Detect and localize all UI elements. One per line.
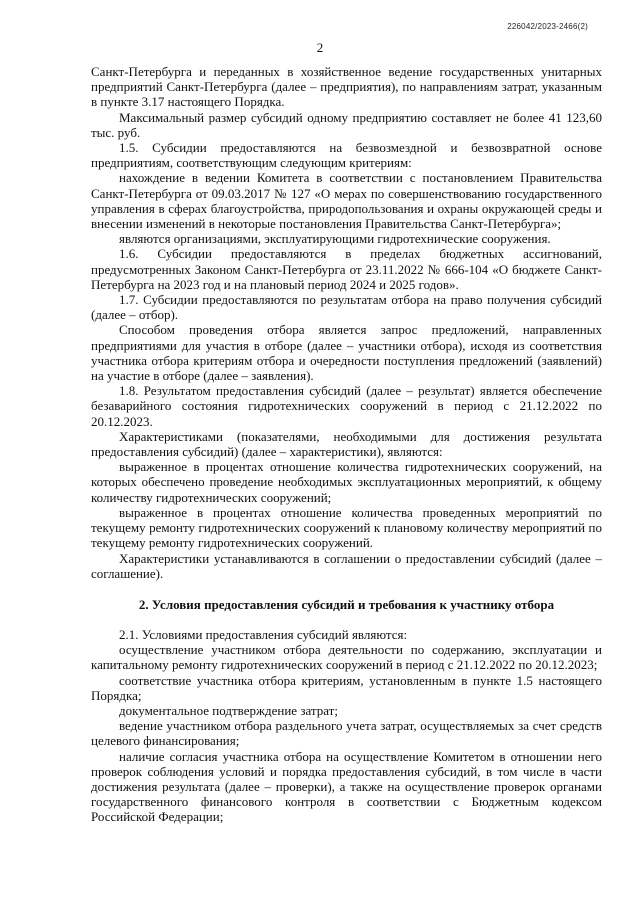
paragraph: нахождение в ведении Комитета в соответствии с постановлением Правительства Санкт-Петербурга от 09.03.2017 № 127 «О мерах по совершенствованию государственного управления в сферах благоустройства, природопользования и охраны окружающей среды и внесении изменений в некоторые постановления Правительства Санкт-Петербурга»; bbox=[91, 170, 602, 232]
section-2-body bbox=[91, 627, 602, 825]
page-number: 2 bbox=[316, 40, 324, 55]
paragraph: Санкт-Петербурга и переданных в хозяйственное ведение государственных унитарных предприятий Санкт-Петербурга (далее – предприятия), по направлениям затрат, указанным в пункте 3.17 настоящего Порядка. bbox=[91, 64, 602, 110]
paragraph: наличие согласия участника отбора на осуществление Комитетом в отношении него проверок соблюдения условий и порядка предоставления субсидий, в том числе в части достижения результата (далее – проверки), а также на осуществление проверок органами государственного финансового контроля в соответствии с Бюджетным кодексом Российской Федерации; bbox=[91, 748, 602, 825]
paragraph: Характеристиками (показателями, необходимыми для достижения результата предоставления субсидий) (далее – характеристики), являются: bbox=[91, 428, 602, 460]
paragraph: 1.8. Результатом предоставления субсидий (далее – результат) является обеспечение безаварийного состояния гидротехнических сооружений в период с 21.12.2022 по 20.12.2023. bbox=[91, 383, 602, 429]
paragraph: 1.7. Субсидии предоставляются по результатам отбора на право получения субсидий (далее – отбор). bbox=[91, 292, 602, 323]
section-1-continuation bbox=[91, 64, 602, 581]
document-number: 226042/2023-2466(2) bbox=[507, 22, 588, 31]
document-body bbox=[91, 64, 602, 825]
paragraph: 1.6. Субсидии предоставляются в пределах бюджетных ассигнований, предусмотренных Законом Санкт-Петербурга от 23.11.2022 № 666-104 «О бюджете Санкт-Петербурга на 2023 год и на плановый период 2024 и 2025 годов». bbox=[91, 246, 602, 292]
paragraph: Характеристики устанавливаются в соглашении о предоставлении субсидий (далее – соглашение). bbox=[91, 550, 602, 581]
paragraph: являются организациями, эксплуатирующими гидротехнические сооружения. bbox=[119, 231, 551, 247]
paragraph: осуществление участником отбора деятельности по содержанию, эксплуатации и капитальному ремонту гидротехнических сооружений в период с 21.12.2022 по 20.12.2023; bbox=[91, 642, 602, 673]
paragraph: соответствие участника отбора критериям, установленным в пункте 1.5 настоящего Порядка; bbox=[91, 672, 602, 703]
paragraph: Максимальный размер субсидий одному предприятию составляет не более 41 123,60 тыс. руб. bbox=[91, 109, 602, 140]
paragraph: 2.1. Условиями предоставления субсидий являются: bbox=[119, 626, 408, 642]
paragraph: 1.5. Субсидии предоставляются на безвозмездной и безвозвратной основе предприятиям, соответствующим следующим критериям: bbox=[91, 140, 602, 171]
paragraph: документальное подтверждение затрат; bbox=[119, 702, 338, 718]
paragraph: Способом проведения отбора является запрос предложений, направленных предприятиями для участия в отборе (далее – участники отбора), исходя из соответствия участника отбора критериям отбора и очередности поступления предложений (заявлений) на участие в отборе (далее – заявления). bbox=[91, 322, 602, 384]
section-heading: 2. Условия предоставления субсидий и требования к участнику отбора bbox=[138, 596, 555, 612]
paragraph: ведение участником отбора раздельного учета затрат, осуществляемых за счет средств целевого финансирования; bbox=[91, 718, 602, 749]
paragraph: выраженное в процентах отношение количества проведенных мероприятий по текущему ремонту гидротехнических сооружений к плановому количеству мероприятий по текущему ремонту гидротехнических сооружений. bbox=[91, 504, 602, 551]
paragraph: выраженное в процентах отношение количества гидротехнических сооружений, на которых обеспечено проведение необходимых эксплуатационных мероприятий, к общему количеству гидротехнических сооружений; bbox=[91, 459, 602, 505]
